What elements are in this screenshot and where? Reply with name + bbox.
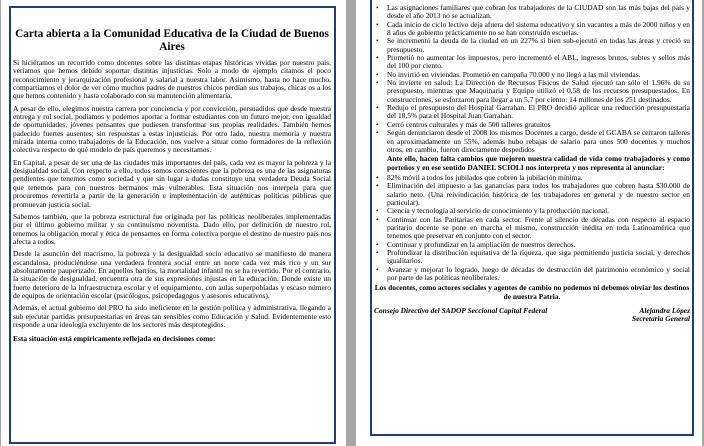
paragraph: Si hiciéramos un recorrido como docentes sobre las distintas etapas históricas vividas por nuestro país, veríamos que hemos debido soportar distintas injusticias. Solo a modo de ejemplo citamos el poco reconocimiento y jerarquización profesional y salarial a nuestra labor. Asimismo, hasta no hace mucho, compartíamos el dolor de ver cómo muchos padres de nuestros chicos perdían sus trabajos, chicas os a los que hemos contenido y hasta colaborado con su manutención alimentaria. (13, 58, 331, 101)
list-item: • Se incrementó la deuda de la ciudad en un 227% si bien sub-ejecutó en todas las áreas y creció su presupuesto. (374, 37, 690, 54)
list-item: • Cerró centros culturales y más de 500 talleres gratuitos (374, 121, 690, 129)
list-item: • Profundizar la distribución equitativa de la riqueza, que siga permitiendo justicia social, y derechos igualitarios. (374, 249, 690, 266)
closing-statement: Los docentes, como actores sociales y agentes de cambio no podemos ni debemos obviar los destinos de nuestra Patria. (374, 283, 690, 301)
list-item: • Eliminación del impuesto a las ganancias para todos los trabajadores que cobren hasta $30.000 de salario neto. (Una reivindicación histórica de los trabajadores en general y de nuestro sector en particular). (374, 182, 690, 207)
list-item: • Prometió no aumentar los impuestos, pero incrementó el ABL, ingresos brutos, subtes y sellos más del 100 por ciento. (374, 54, 690, 71)
lead-in-sentence: Esta situación está empíricamente reflejada en decisiones como: (13, 334, 216, 344)
page-content (374, 4, 690, 324)
paragraph: En Capital, a pesar de ser una de las ciudades más importantes del país, cada vez es mayor la pobreza y la desigualdad social. Con respecto a ello, todos somos conscientes que la pobreza es una de las asignaturas pendientes que tenemos como sociedad y que sin lugar a dudas constituye una verdadera Deuda Social que tenemos para con nuestros hermanos más vulnerables. Esta situación nos interpela para que procuremos revertirla a partir de la generación e implementación de auténticas políticas públicas que promuevan justicia social. (13, 157, 331, 209)
list-item: • Continuar con las Paritarias en cada sector. Frente al silencio de décadas con respecto al espacio paritario docente se pone en marcha el mismo, construcción inédita en toda Latinoamérica que tenemos que preservar en conjunto con el sector. (374, 216, 690, 241)
page-content (13, 28, 331, 348)
proposal-list (374, 174, 690, 282)
callout-statement: Ante ello, hacen falta cambios que mejoren nuestra calidad de vida como trabajadores y como porteños y en ese sentido DANIEL SCIOLI nos interpreta y nos representa al anunciar: (387, 154, 690, 172)
document-page-left (1, 0, 346, 446)
list-item: • Las asignaciones familiares que cobran los trabajadores de la CIUDAD son las más bajas del país y desde el año 2013 no se actualizan. (374, 4, 690, 21)
signer-role: Secretaria General (631, 314, 690, 324)
grievance-list (374, 4, 690, 154)
signature-signer (632, 307, 690, 324)
list-item: • No invirtió en viviendas. Prometió en campaña 70.000 y no llegó a las mil viviendas. (374, 71, 690, 79)
letter-title: Carta abierta a la Comunidad Educativa de la Ciudad de Buenos Aires (15, 28, 329, 53)
list-item: • No invierte en salud: La Dirección de Recursos Físicos de Salud ejecutó tan sólo el 1,96% de su presupuesto, mientras que Maquinaria y Equipo utilizó el 0,58 de los recursos presupuestados. En construcciones, se esforzaron para llegar a un 5,7 por ciento: 14 millones de los 251 destinados. (374, 79, 690, 104)
paragraph: Además, el actual gobierno del PRO ha sido ineficiente en la gestión política y administrativa, llegando a sub ejecutar partidas presupuestarias en áreas tan sensibles como Educación y Salud. Evidentemente esto responde a una ideología excluyente de los sectores más desprotegidos. (13, 303, 331, 329)
list-item: • Redujo el presupuesto del Hospital Garrahan. El PRO decidió aplicar una reducción presupuestaria del 18,5% para el Hospital Juan Garrahan. (374, 104, 690, 121)
list-item: • Avanzar y mejorar lo logrado, luego de décadas de destrucción del patrimonio económico y social por parte de las políticas neoliberales. (374, 266, 690, 283)
list-item: • Según denunciaron desde el 2008 los mismos Docentes a cargo, desde el GCABA se cerraron talleres en aproximadamente un 55%, además hubo rebajas de salario para unos 500 docentes y muchos otros, en cambio, fueron directamente despedidos (374, 129, 690, 154)
signature-block (374, 307, 690, 324)
document-page-right (356, 0, 702, 446)
paragraph: A pesar de ello, elegimos nuestra carrera por conciencia y por convicción, persuadidos que desde nuestra entrega y rol social, podíamos y podemos aportar a formar estudiantes con un futuro mejor, con igualdad de oportunidades, jóvenes pensantes que pudiesen transformar sus propias realidades. También hemos padecido fuertes ausentes; sin respuestas a estas injusticias. Por otro lado, nuestra memoria y nuestra mirada interna como trabajadores de la Educación, nos vuelve a situar como formadores de la reflexión colectiva respecto de qué modelo de país queremos y necesitamos. (13, 103, 331, 155)
signer-name: Alejandra López (639, 306, 690, 316)
paragraph: Sabemos también, que la pobreza estructural fue originada por las políticas neoliberales implementadas por el último gobierno militar y su continuismo noventista. Dado ello, por definición de nuestro rol, tenemos la obligación moral y ética de pensarnos en forma colectiva porque el destino de nuestro país nos afecta a todos. (13, 211, 331, 246)
list-item: • Ciencia y tecnología al servicio de conocimiento y la producción nacional. (374, 207, 690, 215)
list-item: • 82% móvil a todos los jubilados que cobren la jubilación mínima. (374, 174, 690, 182)
list-item: • Cada inicio de ciclo lectivo deja afuera del sistema educativo y sin vacantes a más de 2000 niños y en 8 años de gobierno prácticamente no se han construido escuelas. (374, 21, 690, 38)
paragraph: Desde la asunción del macrismo, la pobreza y la desigualdad socio educativo se manifiesto de manera escandalosa, produciéndose una verdadera frontera social entre un norte cada vez más rico y un sur absolutamente pauperizado. En aquellos barrios, la mortalidad infantil no se ha revertido. Por el contrario, la situación de desigualdad, encuentra otra de sus expresiones injustas en la educación. Donde existe un fuerte deterioro de la infraestructura escolar y el equipamiento, con aulas superpobladas y escaso número de equipos de orientación escolar (psicólogos, psicopedagogos y asesores educativos). (13, 249, 331, 300)
signature-organization: Consejo Directivo del SADOP Seccional Capital Federal (374, 306, 548, 316)
list-item: • Continuar y profundizar en la ampliación de nuestros derechos. (374, 241, 690, 249)
